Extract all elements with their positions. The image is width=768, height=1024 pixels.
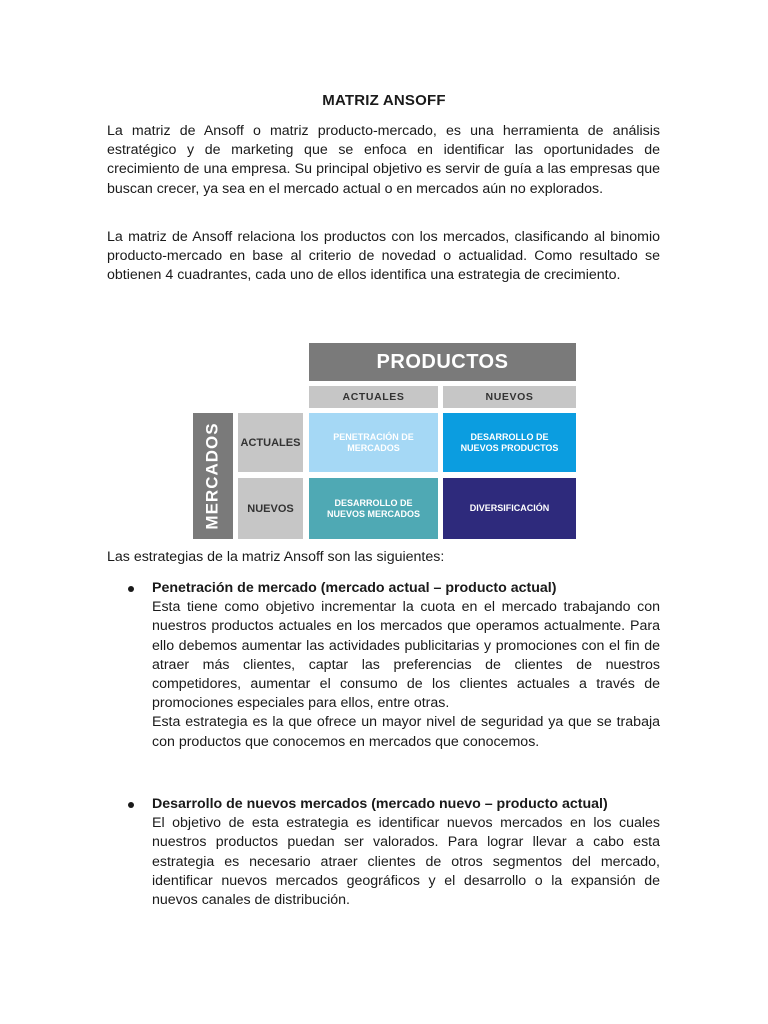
mercados-side-header [193, 413, 233, 539]
bullet-icon [128, 802, 134, 808]
ansoff-matrix-diagram [193, 343, 576, 539]
matrix-description-paragraph: La matriz de Ansoff relaciona los productos con los mercados, clasificando al binomio producto-mercado en base al criterio de novedad o actualidad. Como resultado se obtienen 4 cuadrantes, cada uno de ellos identifica una estrategia de crecimiento. [107, 229, 660, 284]
strategies-intro-paragraph: Las estrategias de la matriz Ansoff son las siguientes: [107, 549, 445, 565]
bullet-title: Desarrollo de nuevos mercados (mercado nuevo – producto actual) [152, 796, 608, 812]
quadrant-desarrollo-productos [443, 413, 576, 472]
intro-paragraph: La matriz de Ansoff o matriz producto-mercado, es una herramienta de análisis estratégico y de marketing que se enfoca en identificar las oportunidades de crecimiento de una empresa. Su principal objetivo es servir de guía a las empresas que buscan crecer, ya sea en el mercado actual o en mercados aún no explorados. [107, 123, 660, 197]
row-header-actuales: ACTUALES [238, 413, 303, 472]
productos-header: PRODUCTOS [309, 343, 576, 381]
quadrant-penetracion-label: PENETRACIÓN DE MERCADOS [333, 431, 414, 453]
column-header-nuevos: NUEVOS [443, 386, 576, 408]
bullet-body: Esta estrategia es la que ofrece un mayor nivel de seguridad ya que se trabaja con productos que conocemos en mercados que conocemos. [152, 714, 660, 750]
bullet-item-desarrollo-mercados [152, 795, 660, 910]
document-title: MATRIZ ANSOFF [322, 92, 446, 109]
quadrant-diversificacion [443, 478, 576, 539]
bullet-item-penetracion [152, 579, 660, 752]
bullet-body: Esta tiene como objetivo incrementar la cuota en el mercado trabajando con nuestros productos actuales en los mercados que operamos actualmente. Para ello debemos aumentar las actividades publicitarias y promociones con el fin de atraer más clientes, captar las preferencias de clientes de nuestros competidores, aumentar el consumo de los clientes actuales a través de promociones especiales para ellos, entre otras. [152, 599, 660, 712]
quadrant-desarrollo-productos-label: DESARROLLO DE NUEVOS PRODUCTOS [460, 431, 559, 453]
quadrant-diversificacion-label: DIVERSIFICACIÓN [469, 503, 550, 513]
quadrant-penetracion [309, 413, 438, 472]
bullet-body: El objetivo de esta estrategia es identificar nuevos mercados en los cuales nuestros productos puedan ser valorados. Para lograr llevar a cabo esta estrategia es necesario atraer clientes de otros segmentos del mercado, identificar nuevos mercados geográficos y el desarrollo o la expansión de nuevos canales de distribución. [152, 815, 660, 909]
quadrant-desarrollo-mercados [309, 478, 438, 539]
column-header-actuales: ACTUALES [309, 386, 438, 408]
bullet-title: Penetración de mercado (mercado actual – producto actual) [152, 580, 557, 596]
mercados-label: MERCADOS [203, 422, 223, 530]
quadrant-desarrollo-mercados-label: DESARROLLO DE NUEVOS MERCADOS [326, 497, 420, 519]
row-header-nuevos: NUEVOS [238, 478, 303, 539]
bullet-icon [128, 586, 134, 592]
